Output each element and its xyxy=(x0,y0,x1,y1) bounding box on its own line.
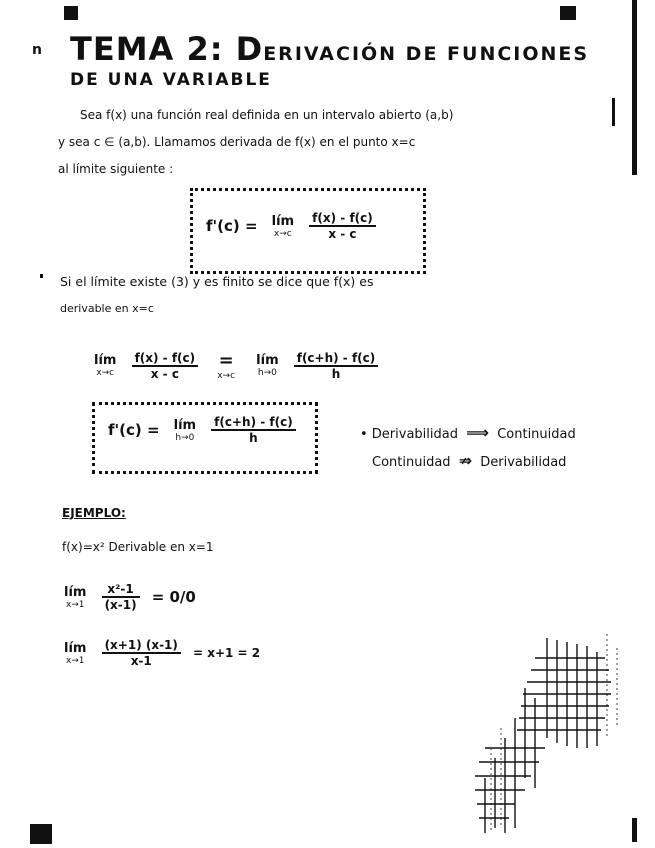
limit-symbol: lím xyxy=(271,213,295,229)
definition-paragraph xyxy=(58,102,600,183)
statement-line: Si el límite existe (3) y es finito se dice que f(x) es xyxy=(60,274,374,289)
implication-line xyxy=(372,448,576,476)
equivalence-fraction-b xyxy=(294,351,379,381)
corner-mark-top-left xyxy=(64,6,78,20)
limit-symbol: lím xyxy=(173,417,197,433)
fraction-denominator: h xyxy=(331,366,341,381)
equals-subscript: x→c xyxy=(217,371,236,381)
limit-symbol: lím xyxy=(256,353,279,368)
box1-limit xyxy=(272,214,294,239)
example-fraction-2 xyxy=(102,638,181,668)
limit-subscript: x→1 xyxy=(65,599,85,610)
definition-line: Sea f(x) una función real definida en un intervalo abierto (a,b) xyxy=(80,108,454,122)
example-fraction-1 xyxy=(102,582,140,612)
corner-mark-top-right xyxy=(560,6,576,20)
implication-premise: • Derivabilidad xyxy=(360,427,458,442)
example-heading: EJEMPLO: xyxy=(62,506,126,520)
equivalence-equals xyxy=(217,350,235,381)
derivative-definition-box xyxy=(190,188,426,274)
box1-fraction xyxy=(309,211,376,241)
equivalence-limit-a xyxy=(94,353,116,378)
example-limit-symbol xyxy=(64,585,86,610)
example-limit-2 xyxy=(58,638,263,668)
limit-subscript: x→c xyxy=(96,368,115,378)
implication-premise: Continuidad xyxy=(372,455,451,470)
page-title xyxy=(70,30,589,68)
fraction-numerator: f(c+h) - f(c) xyxy=(294,351,379,367)
fraction-numerator: f(c+h) - f(c) xyxy=(211,415,296,431)
limit-symbol: lím xyxy=(64,640,87,656)
equals-sign: = xyxy=(218,350,234,371)
not-implies-arrow-icon: ⇏ xyxy=(458,451,473,470)
fraction-denominator: (x-1) xyxy=(104,598,137,612)
grid-bleed-through-mark xyxy=(465,628,635,838)
fraction-numerator: f(x) - f(c) xyxy=(132,351,199,367)
implication-note xyxy=(360,420,576,476)
fraction-denominator: x - c xyxy=(328,227,357,241)
box2-limit xyxy=(174,418,196,443)
example-limit-1 xyxy=(58,582,199,612)
implication-conclusion: Continuidad xyxy=(497,427,576,442)
example-limit-symbol xyxy=(64,641,86,666)
fraction-numerator: f(x) - f(c) xyxy=(309,211,376,227)
equivalence-fraction-a xyxy=(132,351,199,381)
fraction-denominator: x - c xyxy=(150,366,179,381)
equivalence-limit-b xyxy=(256,353,278,378)
fraction-denominator: h xyxy=(249,431,258,445)
page-edge-top xyxy=(632,0,637,175)
limit-symbol: lím xyxy=(94,353,117,368)
title-line1-rest: ERIVACIÓN DE FUNCIONES xyxy=(263,43,590,65)
box2-fraction xyxy=(211,415,296,445)
fraction-numerator: x²-1 xyxy=(102,582,140,598)
differentiability-statement xyxy=(60,268,600,322)
derivative-h-definition-box xyxy=(92,402,318,474)
limit-equivalence xyxy=(88,350,382,381)
statement-line: derivable en x=c xyxy=(60,302,154,315)
title-line1-big: TEMA 2: D xyxy=(70,30,264,68)
implication-conclusion: Derivabilidad xyxy=(480,455,567,470)
limit-symbol: lím xyxy=(64,584,87,600)
definition-line: y sea c ∈ (a,b). Llamamos derivada de f(x) en el punto x=c xyxy=(58,135,416,149)
limit-subscript: h→0 xyxy=(175,432,195,443)
limit-subscript: x→1 xyxy=(65,655,85,666)
box1-lhs: f'(c) = xyxy=(206,217,258,235)
implication-line xyxy=(360,420,576,448)
definition-line: al límite siguiente : xyxy=(58,162,174,176)
limit-subscript: x→c xyxy=(273,228,292,239)
fraction-numerator: (x+1) (x-1) xyxy=(102,638,181,654)
example-result-1: = 0/0 xyxy=(151,588,196,606)
example-statement: f(x)=x² Derivable en x=1 xyxy=(62,540,214,554)
page-dot xyxy=(40,274,43,278)
fraction-denominator: x-1 xyxy=(130,654,152,668)
implies-arrow-icon: ⟹ xyxy=(466,423,490,442)
limit-subscript: h→0 xyxy=(257,368,277,378)
title-bullet: n xyxy=(32,42,42,58)
page-subtitle: DE UNA VARIABLE xyxy=(70,70,272,90)
example-result-2: = x+1 = 2 xyxy=(193,646,261,660)
box2-lhs: f'(c) = xyxy=(108,421,160,439)
page-dot xyxy=(612,98,615,126)
corner-mark-bottom-left xyxy=(30,824,52,844)
